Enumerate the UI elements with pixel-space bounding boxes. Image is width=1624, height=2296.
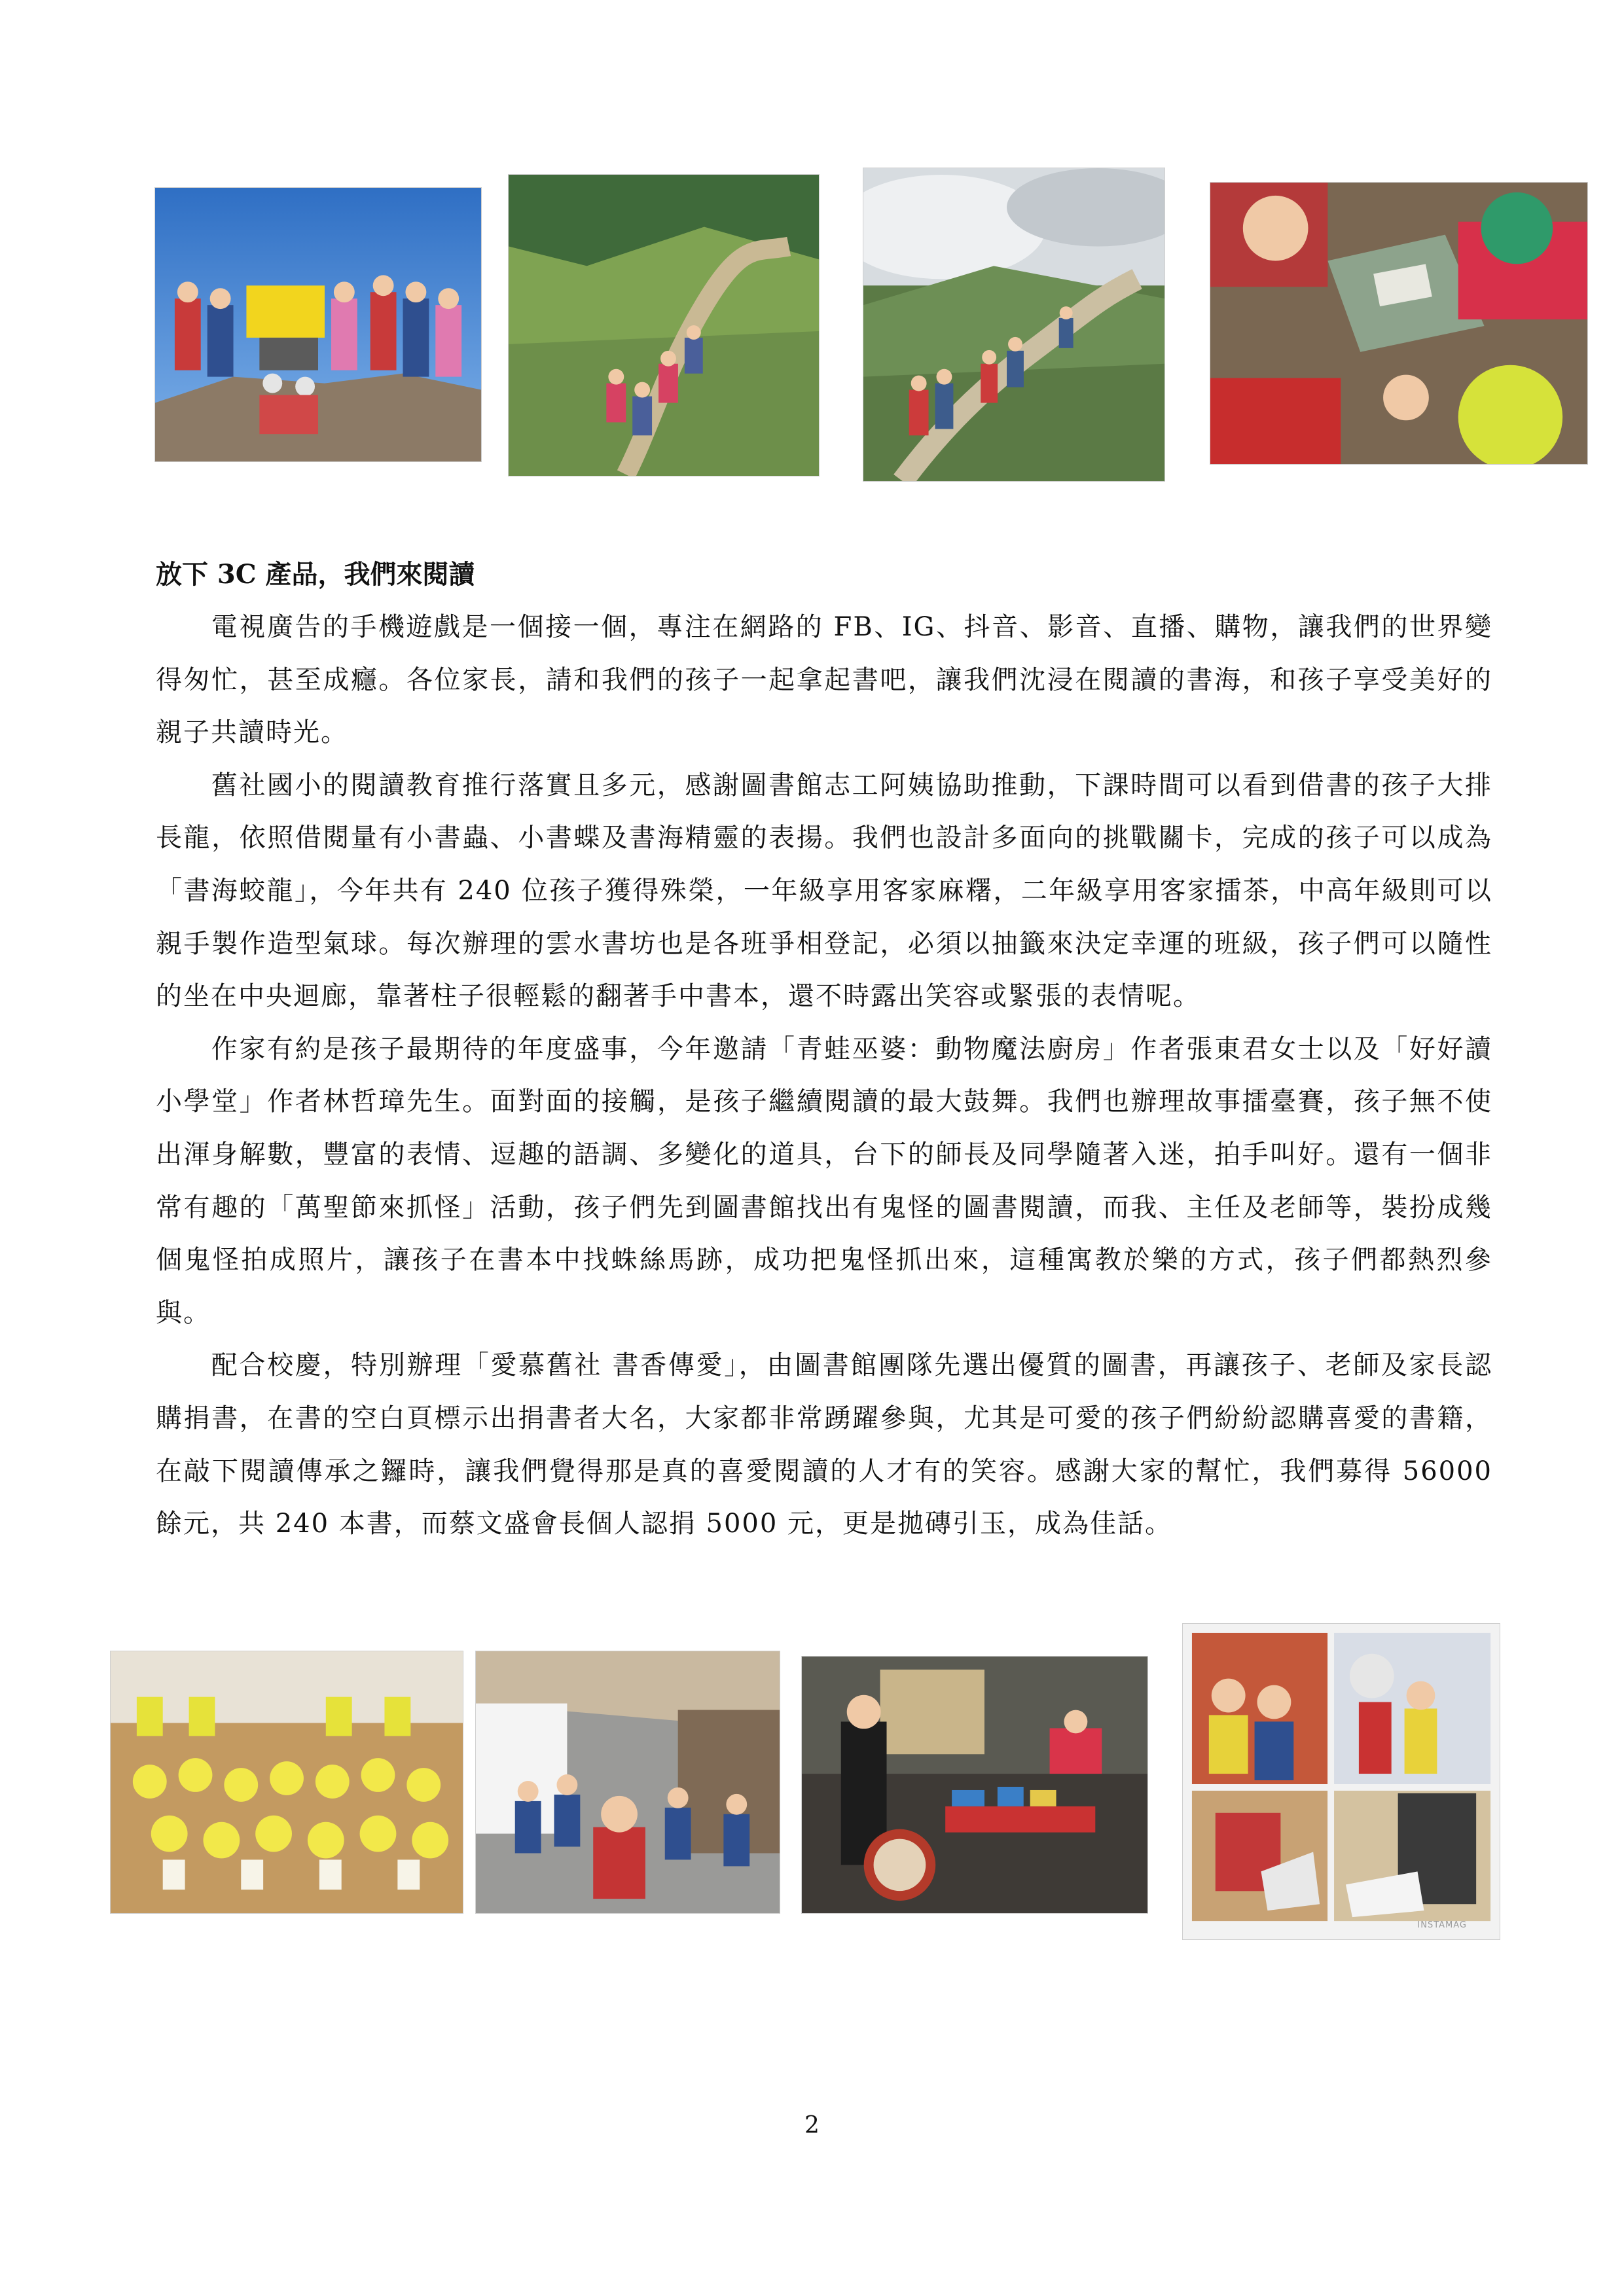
collage-watermark: INSTAMAG: [1417, 1920, 1467, 1930]
section-heading: 放下 3C 產品，我們來閱讀: [156, 559, 475, 590]
photo-children-rock-study: [1210, 182, 1588, 465]
photo-mountain-ridge-trail: [508, 174, 820, 476]
paragraph: 舊社國小的閱讀教育推行落實且多元，感謝圖書館志工阿姨協助推動，下課時間可以看到借書的孩子大排長龍，依照借閱量有小書蟲、小書蝶及書海精靈的表揚。我們也設計多面向的挑戰關卡，完成的孩子可以成為「書海蛟龍」，今年共有 240 位孩子獲得殊榮，一年級享用客家麻糬，二年級享用客家擂茶，中高年級則可以親手製作造型氣球。每次辦理的雲水書坊也是各班爭相登記，必須以抽籤來決定幸運的班級，孩子們可以隨性的坐在中央迴廊，靠著柱子很輕鬆的翻著手中書本，還不時露出笑容或緊張的表情呢。: [156, 770, 1492, 1012]
photo-corridor-children: [475, 1651, 780, 1914]
photo-group-summit: [154, 187, 482, 462]
paragraph: 配合校慶，特別辦理「愛慕舊社 書香傳愛」，由圖書館團隊先選出優質的圖書，再讓孩子、老師及家長認購捐書，在書的空白頁標示出捐書者大名，大家都非常踴躍參與，尤其是可愛的孩子們紛紛認購喜愛的書籍，在敲下閱讀傳承之鑼時，讓我們覺得那是真的喜愛閱讀的人才有的笑容。感謝大家的幫忙，我們募得 56000 餘元，共 240 本書，而蔡文盛會長個人認捐 5000 元，更是拋磚引玉，成為佳話。: [156, 1350, 1492, 1539]
photo-collage-reading: [1182, 1623, 1500, 1940]
photo-gong-book-table: [801, 1656, 1148, 1914]
photo-students-certificates: [110, 1651, 463, 1914]
photo-misty-mountain-path: [863, 168, 1165, 482]
article-body: [156, 601, 1492, 1551]
page-number: 2: [804, 2112, 820, 2139]
paragraph: 電視廣告的手機遊戲是一個接一個，專注在網路的 FB、IG、抖音、影音、直播、購物，讓我們的世界變得匆忙，甚至成癮。各位家長，請和我們的孩子一起拿起書吧，讓我們沈浸在閱讀的書海，和孩子享受美好的親子共讀時光。: [156, 612, 1492, 748]
paragraph: 作家有約是孩子最期待的年度盛事，今年邀請「青蛙巫婆：動物魔法廚房」作者張東君女士以及「好好讀小學堂」作者林哲璋先生。面對面的接觸，是孩子繼續閱讀的最大鼓舞。我們也辦理故事擂臺賽，孩子無不使出渾身解數，豐富的表情、逗趣的語調、多變化的道具，台下的師長及同學隨著入迷，拍手叫好。還有一個非常有趣的「萬聖節來抓怪」活動，孩子們先到圖書館找出有鬼怪的圖書閱讀，而我、主任及老師等，裝扮成幾個鬼怪拍成照片，讓孩子在書本中找蛛絲馬跡，成功把鬼怪抓出來，這種寓教於樂的方式，孩子們都熱烈參與。: [156, 1033, 1492, 1328]
